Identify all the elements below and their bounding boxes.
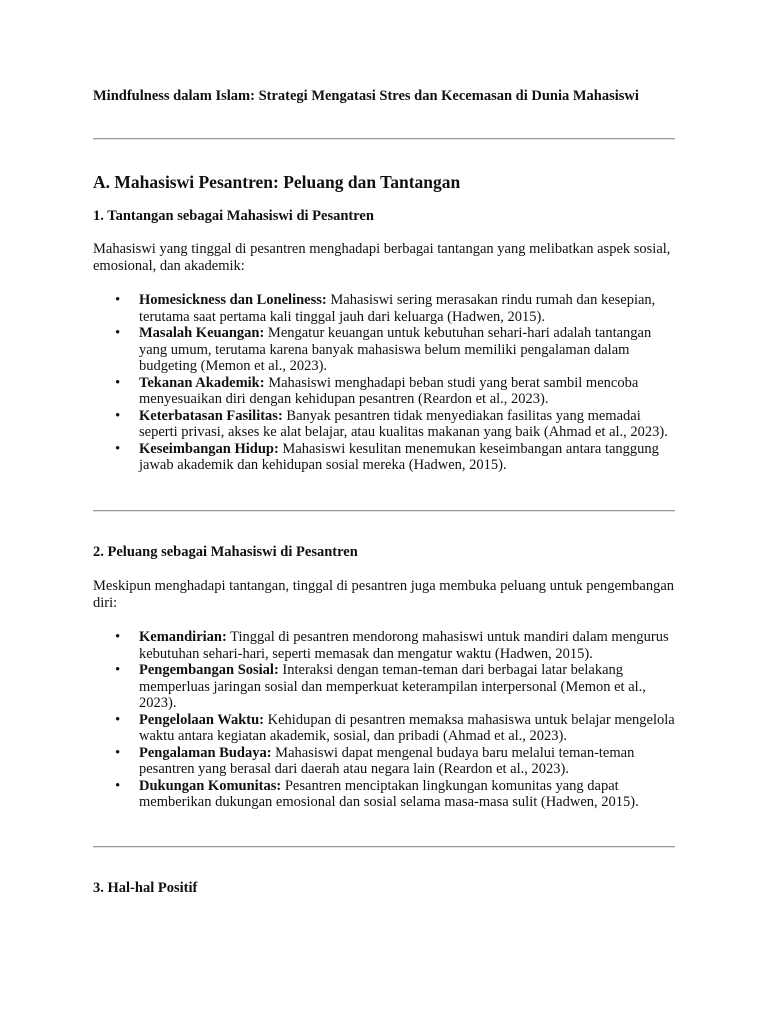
item-text: Mahasiswi sering merasakan rindu rumah dan kesepian, terutama saat pertama kali tinggal jauh dari keluarga (Hadwen, 2015). (139, 292, 656, 325)
list-item (93, 629, 675, 662)
opportunities-list (93, 629, 675, 811)
item-text: Interaksi dengan teman-teman dari berbagai latar belakang memperluas jaringan sosial dan memperkuat keterampilan interpersonal (Memon et al., 2023). (139, 662, 646, 711)
list-item (93, 745, 675, 778)
divider (93, 846, 675, 848)
subsection-heading-tantangan: 1. Tantangan sebagai Mahasiswi di Pesantren (93, 208, 374, 224)
item-text: Tinggal di pesantren mendorong mahasiswi untuk mandiri dalam mengurus kebutuhan sehari-hari, seperti memasak dan mengatur waktu (Hadwen, 2015). (139, 629, 669, 662)
item-term: Masalah Keuangan: (139, 325, 265, 341)
item-term: Keterbatasan Fasilitas: (139, 407, 283, 424)
challenges-list (93, 292, 675, 474)
document-title: Mindfulness dalam Islam: Strategi Mengatasi Stres dan Kecemasan di Dunia Mahasiswi (93, 88, 639, 104)
list-item (93, 441, 675, 474)
item-term: Kemandirian: (139, 629, 227, 645)
item-text: Pesantren menciptakan lingkungan komunitas yang dapat memberikan dukungan emosional dan sosial selama masa-masa sulit (Hadwen, 2015). (139, 777, 639, 810)
intro-paragraph-tantangan: Mahasiswi yang tinggal di pesantren menghadapi berbagai tantangan yang melibatkan aspek sosial, emosional, dan akademik: (93, 241, 671, 274)
list-item (93, 408, 675, 441)
item-term: Keseimbangan Hidup: (139, 440, 279, 457)
section-heading: A. Mahasiswi Pesantren: Peluang dan Tantangan (93, 172, 461, 192)
list-item (93, 778, 675, 811)
item-text: Mahasiswi kesulitan menemukan keseimbangan antara tanggung jawab akademik dan kehidupan sosial mereka (Hadwen, 2015). (139, 440, 659, 473)
item-text: Mahasiswi dapat mengenal budaya baru melalui teman-teman pesantren yang berasal dari daerah atau negara lain (Reardon et al., 2023). (139, 744, 635, 777)
item-term: Pengalaman Budaya: (139, 744, 272, 761)
list-item (93, 375, 675, 408)
subsection-heading-positif: 3. Hal-hal Positif (93, 880, 198, 896)
item-term: Dukungan Komunitas: (139, 777, 282, 794)
item-text: Mengatur keuangan untuk kebutuhan sehari-hari adalah tantangan yang umum, terutama karena banyak mahasiswa belum memiliki pengalaman dalam budgeting (Memon et al., 2023). (139, 325, 652, 374)
item-term: Homesickness dan Loneliness: (139, 292, 327, 308)
item-term: Tekanan Akademik: (139, 374, 265, 391)
list-item (93, 662, 675, 712)
list-item (93, 712, 675, 745)
list-item (93, 325, 675, 375)
item-text: Banyak pesantren tidak menyediakan fasilitas yang memadai seperti privasi, akses ke alat belajar, atau kualitas makanan yang baik (Ahmad et al., 2023). (139, 407, 668, 440)
divider (93, 138, 675, 140)
item-term: Pengelolaan Waktu: (139, 711, 265, 728)
divider (93, 510, 675, 512)
item-term: Pengembangan Sosial: (139, 662, 279, 678)
list-item (93, 292, 675, 325)
subsection-heading-peluang: 2. Peluang sebagai Mahasiswi di Pesantren (93, 544, 358, 560)
intro-paragraph-peluang: Meskipun menghadapi tantangan, tinggal di pesantren juga membuka peluang untuk pengembangan diri: (93, 578, 675, 611)
item-text: Kehidupan di pesantren memaksa mahasiswa untuk belajar mengelola waktu antara kegiatan akademik, sosial, dan pribadi (Ahmad et al., 2023). (139, 711, 675, 744)
item-text: Mahasiswi menghadapi beban studi yang berat sambil mencoba menyesuaikan diri dengan kehidupan pesantren (Reardon et al., 2023). (139, 374, 639, 407)
